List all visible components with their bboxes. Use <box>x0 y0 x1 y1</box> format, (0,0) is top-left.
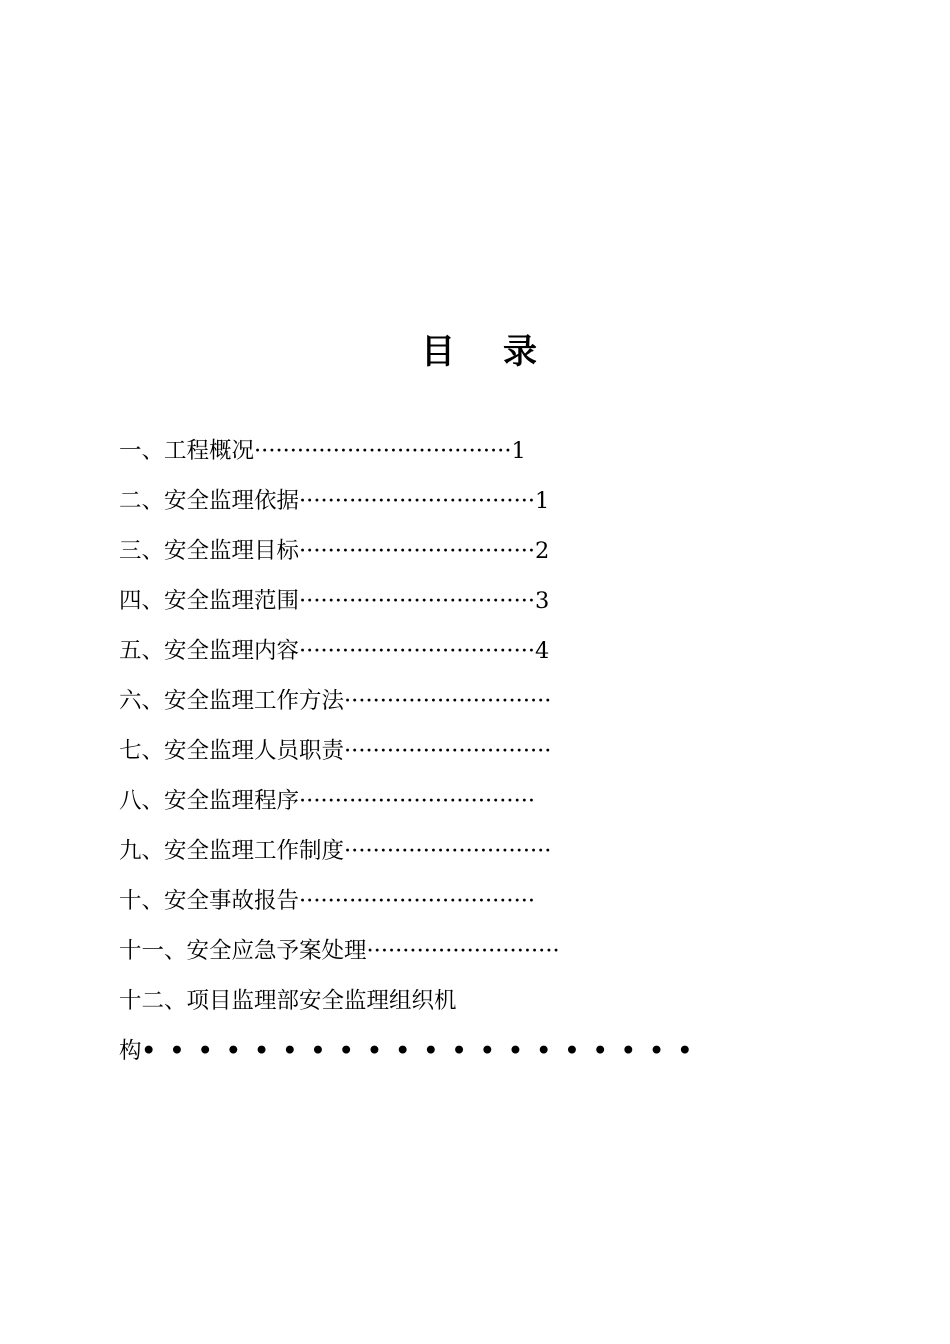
toc-entry[interactable] <box>119 726 679 776</box>
toc-entry-leader: ································· <box>299 538 536 564</box>
toc-entry-label: 十、安全事故报告 <box>119 888 300 914</box>
toc-entry-label: 三、安全监理目标 <box>119 538 300 564</box>
toc-entry[interactable] <box>119 526 679 576</box>
toc-entry-label: 二、安全监理依据 <box>119 488 300 514</box>
toc-entry-label: 四、安全监理范围 <box>119 588 300 614</box>
toc-entry-label: 构 <box>119 1038 142 1064</box>
toc-entry-leader: ····························· <box>344 838 552 864</box>
toc-entry-leader: ································· <box>299 588 536 614</box>
toc-entry-page: 3 <box>535 588 550 614</box>
toc-entry-label: 五、安全监理内容 <box>119 638 300 664</box>
toc-entry-label: 八、安全监理程序 <box>119 788 300 814</box>
toc-entry[interactable] <box>119 426 679 476</box>
toc-entry-page: 1 <box>535 488 550 514</box>
toc-entry-leader: ··························· <box>366 938 560 964</box>
toc-entry-label: 十二、项目监理部安全监理组织机 <box>119 988 457 1014</box>
toc-entry-leader: ································· <box>299 888 536 914</box>
toc-entry-label: 九、安全监理工作制度 <box>119 838 345 864</box>
toc-entry[interactable] <box>119 676 679 726</box>
toc-entry[interactable] <box>119 576 679 626</box>
toc-entry-label: 七、安全监理人员职责 <box>119 738 345 764</box>
toc-entry-page: 2 <box>535 538 550 564</box>
toc-list <box>119 426 695 1076</box>
toc-entry[interactable] <box>119 926 679 976</box>
toc-entry-leader: ····························· <box>344 738 552 764</box>
toc-entry-leader: ···································· <box>254 438 512 464</box>
toc-entry-leader: ································· <box>299 488 536 514</box>
toc-title-char-1: 目 <box>421 332 455 372</box>
toc-entry[interactable] <box>119 1026 695 1076</box>
toc-entry-label: 一、工程概况 <box>119 438 255 464</box>
toc-entry-page: 4 <box>535 638 550 664</box>
toc-entry-page: 1 <box>511 438 526 464</box>
toc-entry[interactable] <box>119 826 679 876</box>
toc-entry-leader: ································· <box>299 638 536 664</box>
toc-entry[interactable] <box>119 476 679 526</box>
toc-entry-label: 十一、安全应急予案处理 <box>119 938 367 964</box>
toc-entry[interactable] <box>119 976 679 1026</box>
toc-entry[interactable] <box>119 876 679 926</box>
toc-title-char-2: 录 <box>503 332 537 372</box>
toc-entry-leader: • • • • • • • • • • • • • • • • • • • • <box>141 1038 695 1064</box>
toc-entry[interactable] <box>119 626 679 676</box>
toc-title <box>0 328 950 376</box>
toc-entry-label: 六、安全监理工作方法 <box>119 688 345 714</box>
toc-entry-leader: ····························· <box>344 688 552 714</box>
toc-entry-leader: ································· <box>299 788 536 814</box>
toc-entry[interactable] <box>119 776 679 826</box>
